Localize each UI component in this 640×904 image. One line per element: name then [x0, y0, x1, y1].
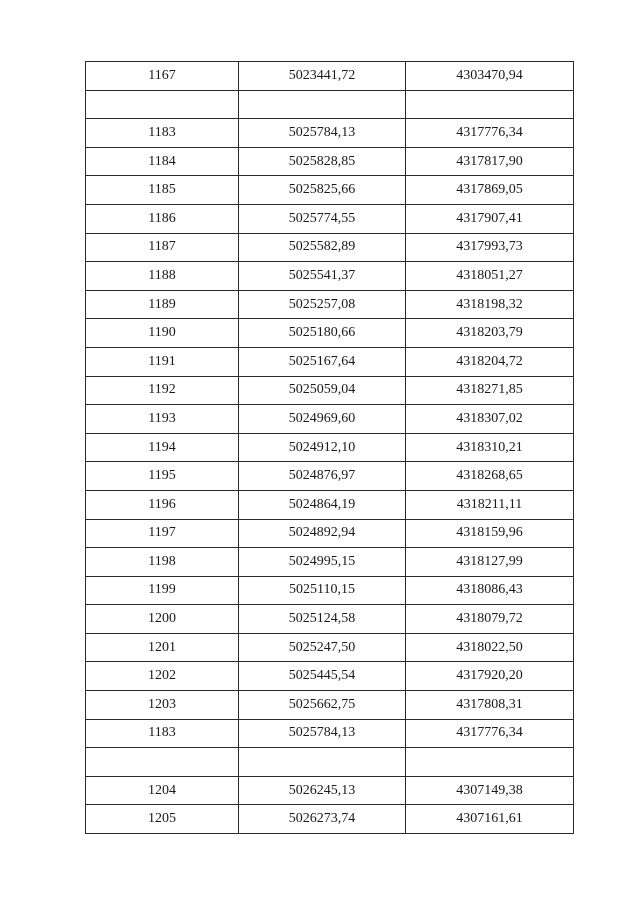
x-coordinate-cell: 5025167,64 — [239, 347, 406, 376]
x-coordinate-cell: 5025257,08 — [239, 290, 406, 319]
point-number-cell: 1185 — [86, 176, 239, 205]
x-coordinate-cell: 5026245,13 — [239, 776, 406, 805]
point-number-cell: 1183 — [86, 119, 239, 148]
y-coordinate-cell: 4318086,43 — [406, 576, 574, 605]
y-coordinate-cell: 4303470,94 — [406, 62, 574, 91]
y-coordinate-cell: 4318198,32 — [406, 290, 574, 319]
y-coordinate-cell: 4318127,99 — [406, 548, 574, 577]
table-row — [86, 691, 574, 720]
x-coordinate-cell: 5025784,13 — [239, 119, 406, 148]
point-number-cell: 1204 — [86, 776, 239, 805]
point-number-cell: 1183 — [86, 719, 239, 748]
y-coordinate-cell: 4318022,50 — [406, 633, 574, 662]
x-coordinate-cell: 5025774,55 — [239, 204, 406, 233]
point-number-cell: 1187 — [86, 233, 239, 262]
y-coordinate-cell: 4317920,20 — [406, 662, 574, 691]
y-coordinate-cell: 4318159,96 — [406, 519, 574, 548]
point-number-cell: 1197 — [86, 519, 239, 548]
table-row — [86, 376, 574, 405]
x-coordinate-cell — [239, 748, 406, 777]
table-row — [86, 290, 574, 319]
table-row — [86, 490, 574, 519]
x-coordinate-cell: 5025828,85 — [239, 147, 406, 176]
point-number-cell: 1189 — [86, 290, 239, 319]
y-coordinate-cell: 4318211,11 — [406, 490, 574, 519]
x-coordinate-cell: 5024892,94 — [239, 519, 406, 548]
table-row — [86, 776, 574, 805]
point-number-cell — [86, 90, 239, 119]
x-coordinate-cell: 5023441,72 — [239, 62, 406, 91]
x-coordinate-cell: 5025825,66 — [239, 176, 406, 205]
y-coordinate-cell: 4317808,31 — [406, 691, 574, 720]
point-number-cell: 1205 — [86, 805, 239, 834]
y-coordinate-cell: 4307149,38 — [406, 776, 574, 805]
y-coordinate-cell: 4317869,05 — [406, 176, 574, 205]
table-row — [86, 662, 574, 691]
x-coordinate-cell: 5026273,74 — [239, 805, 406, 834]
point-number-cell: 1167 — [86, 62, 239, 91]
y-coordinate-cell: 4317907,41 — [406, 204, 574, 233]
x-coordinate-cell: 5025784,13 — [239, 719, 406, 748]
point-number-cell: 1201 — [86, 633, 239, 662]
point-number-cell: 1188 — [86, 262, 239, 291]
x-coordinate-cell: 5025180,66 — [239, 319, 406, 348]
x-coordinate-cell: 5025247,50 — [239, 633, 406, 662]
point-number-cell: 1191 — [86, 347, 239, 376]
y-coordinate-cell: 4317993,73 — [406, 233, 574, 262]
x-coordinate-cell: 5024864,19 — [239, 490, 406, 519]
table-row — [86, 347, 574, 376]
point-number-cell: 1199 — [86, 576, 239, 605]
x-coordinate-cell — [239, 90, 406, 119]
x-coordinate-cell: 5025110,15 — [239, 576, 406, 605]
x-coordinate-cell: 5024912,10 — [239, 433, 406, 462]
table-row — [86, 605, 574, 634]
y-coordinate-cell: 4317776,34 — [406, 719, 574, 748]
x-coordinate-cell: 5024995,15 — [239, 548, 406, 577]
x-coordinate-cell: 5024969,60 — [239, 405, 406, 434]
y-coordinate-cell: 4317776,34 — [406, 119, 574, 148]
y-coordinate-cell: 4318307,02 — [406, 405, 574, 434]
y-coordinate-cell: 4318079,72 — [406, 605, 574, 634]
y-coordinate-cell: 4317817,90 — [406, 147, 574, 176]
table-row — [86, 62, 574, 91]
point-number-cell: 1196 — [86, 490, 239, 519]
table-row — [86, 548, 574, 577]
table-row — [86, 262, 574, 291]
x-coordinate-cell: 5025059,04 — [239, 376, 406, 405]
point-number-cell: 1184 — [86, 147, 239, 176]
y-coordinate-cell: 4318310,21 — [406, 433, 574, 462]
y-coordinate-cell — [406, 748, 574, 777]
table-row — [86, 805, 574, 834]
y-coordinate-cell: 4307161,61 — [406, 805, 574, 834]
point-number-cell — [86, 748, 239, 777]
x-coordinate-cell: 5025582,89 — [239, 233, 406, 262]
point-number-cell: 1186 — [86, 204, 239, 233]
table-row — [86, 462, 574, 491]
y-coordinate-cell — [406, 90, 574, 119]
x-coordinate-cell: 5025662,75 — [239, 691, 406, 720]
y-coordinate-cell: 4318051,27 — [406, 262, 574, 291]
table-row — [86, 633, 574, 662]
table-row — [86, 433, 574, 462]
point-number-cell: 1202 — [86, 662, 239, 691]
coordinates-table-body — [86, 62, 574, 834]
x-coordinate-cell: 5025124,58 — [239, 605, 406, 634]
point-number-cell: 1198 — [86, 548, 239, 577]
point-number-cell: 1190 — [86, 319, 239, 348]
table-row — [86, 119, 574, 148]
point-number-cell: 1192 — [86, 376, 239, 405]
table-row — [86, 319, 574, 348]
table-row — [86, 748, 574, 777]
y-coordinate-cell: 4318271,85 — [406, 376, 574, 405]
y-coordinate-cell: 4318203,79 — [406, 319, 574, 348]
x-coordinate-cell: 5025445,54 — [239, 662, 406, 691]
table-row — [86, 90, 574, 119]
point-number-cell: 1195 — [86, 462, 239, 491]
table-row — [86, 405, 574, 434]
point-number-cell: 1194 — [86, 433, 239, 462]
coordinates-table — [85, 61, 574, 834]
y-coordinate-cell: 4318204,72 — [406, 347, 574, 376]
x-coordinate-cell: 5025541,37 — [239, 262, 406, 291]
y-coordinate-cell: 4318268,65 — [406, 462, 574, 491]
table-row — [86, 576, 574, 605]
point-number-cell: 1200 — [86, 605, 239, 634]
table-row — [86, 176, 574, 205]
table-row — [86, 519, 574, 548]
table-row — [86, 719, 574, 748]
table-row — [86, 233, 574, 262]
point-number-cell: 1203 — [86, 691, 239, 720]
x-coordinate-cell: 5024876,97 — [239, 462, 406, 491]
point-number-cell: 1193 — [86, 405, 239, 434]
table-row — [86, 204, 574, 233]
table-row — [86, 147, 574, 176]
